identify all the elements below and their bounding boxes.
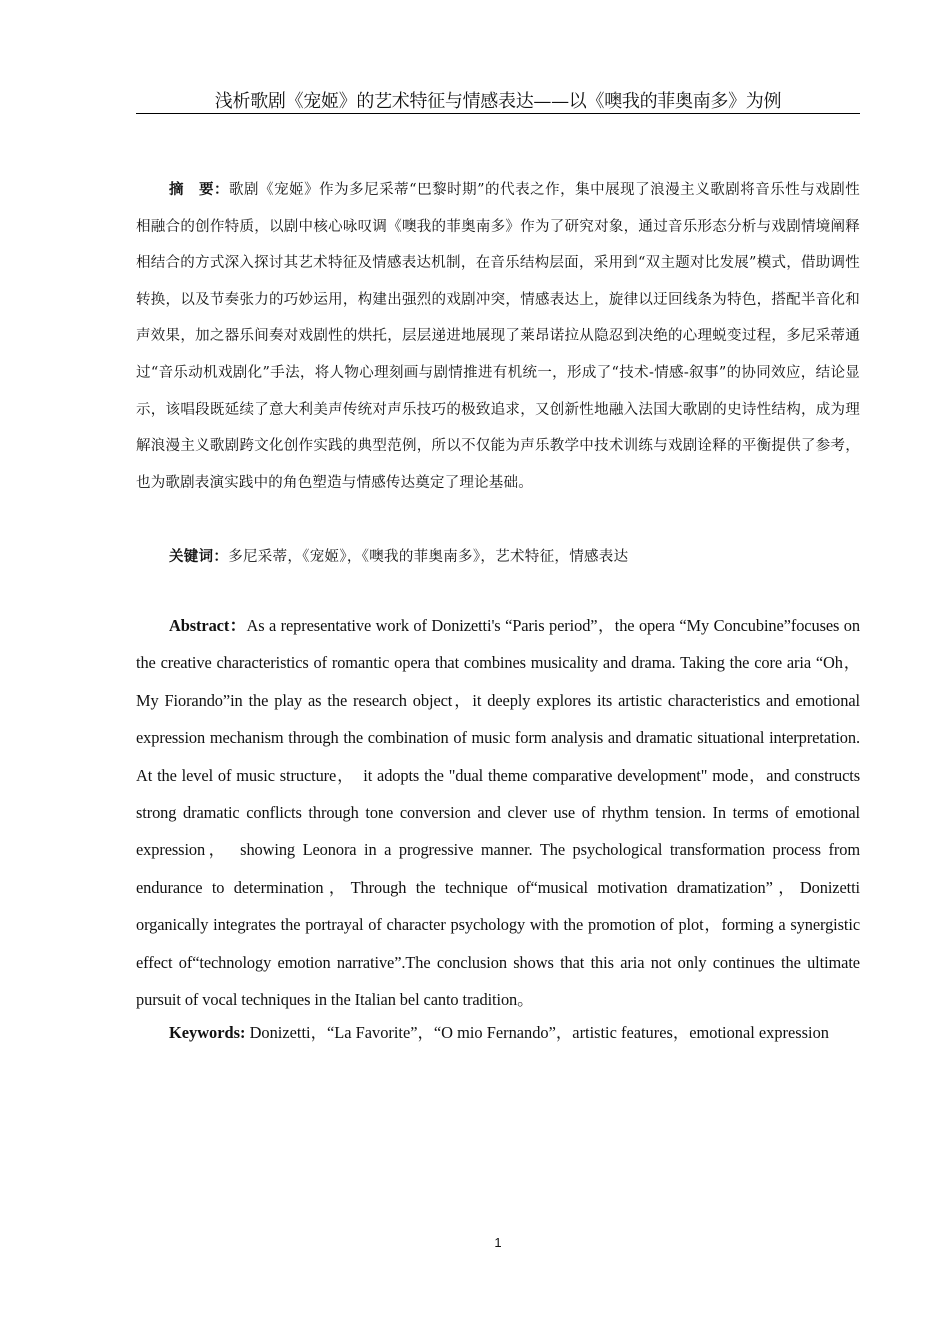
english-keywords-label: Keywords: — [169, 1023, 246, 1042]
english-keywords — [136, 1016, 860, 1050]
english-keywords-text: Donizetti，“La Favorite”，“O mio Fernando”，artistic features，emotional expression — [245, 1023, 829, 1042]
page-number: 1 — [494, 1235, 502, 1250]
english-abstract-text: As a representative work of Donizetti's “Paris period”，the opera “My Concubine”focuses on the creative characteristics of romantic opera that combines musicality and drama. Taking the core aria “Oh，My Fiorando”in the play as the research object，it deeply explores its artistic characteristics and emotional expression mechanism through the combination of music form analysis and dramatic situational interpretation. At the level of music structure， it adopts the "dual theme comparative development" mode，and constructs strong dramatic conflicts through tone conversion and clever use of rhythm tension. In terms of emotional expression， showing Leonora in a progressive manner. The psychological transformation process from endurance to determination，Through the technique of“musical motivation dramatization”，Donizetti organically integrates the portrayal of character psychology with the promotion of plot，forming a synergistic effect of“technology emotion narrative”.The conclusion shows that this aria not only continues the ultimate pursuit of vocal techniques in the Italian bel canto tradition。 — [136, 616, 860, 1010]
english-abstract — [136, 607, 860, 1018]
english-abstract-label: Abstract： — [169, 616, 247, 635]
chinese-keywords-label: 关键词： — [169, 548, 229, 565]
document-page — [136, 0, 860, 1344]
chinese-abstract-text: 歌剧《宠姬》作为多尼采蒂“巴黎时期”的代表之作，集中展现了浪漫主义歌剧将音乐性与戏剧性相融合的创作特质，以剧中核心咏叹调《噢我的菲奥南多》作为了研究对象，通过音乐形态分析与戏剧情境阐释相结合的方式深入探讨其艺术特征及情感表达机制，在音乐结构层面，采用到“双主题对比发展”模式，借助调性转换，以及节奏张力的巧妙运用，构建出强烈的戏剧冲突，情感表达上，旋律以迂回线条为特色，搭配半音化和声效果，加之器乐间奏对戏剧性的烘托，层层递进地展现了莱昂诺拉从隐忍到决绝的心理蜕变过程，多尼采蒂通过“音乐动机戏剧化”手法，将人物心理刻画与剧情推进有机统一，形成了“技术-情感-叙事”的协同效应，结论显示，该唱段既延续了意大利美声传统对声乐技巧的极致追求，又创新性地融入法国大歌剧的史诗性结构，成为理解浪漫主义歌剧跨文化创作实践的典型范例，所以不仅能为声乐教学中技术训练与戏剧诠释的平衡提供了参考，也为歌剧表演实践中的角色塑造与情感传达奠定了理论基础。 — [136, 182, 860, 491]
chinese-keywords-text: 多尼采蒂，《宠姬》，《噢我的菲奥南多》，艺术特征，情感表达 — [228, 549, 629, 565]
chinese-abstract — [136, 172, 860, 501]
chinese-abstract-label: 摘 要： — [169, 181, 230, 198]
running-header-title: 浅析歌剧《宠姬》的艺术特征与情感表达——以《噢我的菲奥南多》为例 — [136, 90, 860, 114]
chinese-keywords — [136, 540, 860, 574]
